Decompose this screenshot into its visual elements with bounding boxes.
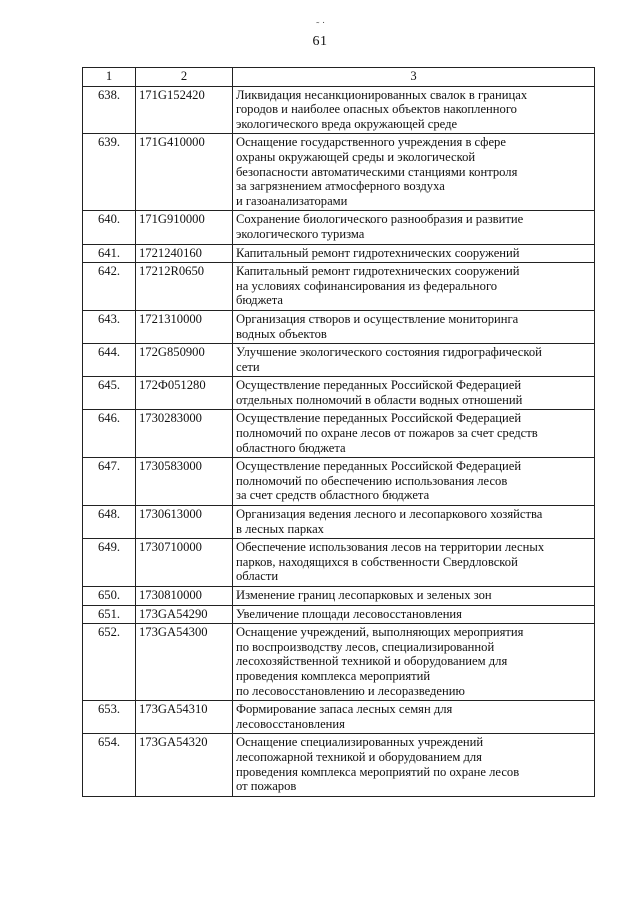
description-line: полномочий по охране лесов от пожаров за счет средств	[236, 426, 538, 441]
row-description	[233, 624, 595, 701]
table-row	[83, 701, 595, 734]
description-line: на условиях софинансирования из федерального	[236, 278, 498, 293]
description-line: экологического туризма	[236, 226, 365, 241]
row-number: 652.	[83, 624, 136, 701]
row-description	[233, 410, 595, 458]
budget-code: 173GA54310	[136, 701, 233, 734]
description-line: области	[236, 569, 279, 584]
budget-code: 1730710000	[136, 539, 233, 587]
description-line: Капитальный ремонт гидротехнических сооружений	[236, 245, 520, 260]
description-line: областного бюджета	[236, 440, 346, 455]
budget-code: 172Ф051280	[136, 377, 233, 410]
description-line: Сохранение биологического разнообразия и развитие	[236, 212, 524, 227]
row-number: 653.	[83, 701, 136, 734]
row-number: 651.	[83, 605, 136, 624]
table-row	[83, 539, 595, 587]
row-number: 644.	[83, 344, 136, 377]
description-line: бюджета	[236, 293, 283, 308]
budget-code-table	[82, 67, 595, 797]
budget-code: 1730283000	[136, 410, 233, 458]
row-description	[233, 377, 595, 410]
table-row	[83, 377, 595, 410]
row-description	[233, 605, 595, 624]
budget-code: 172G850900	[136, 344, 233, 377]
description-line: по лесовосстановлению и лесоразведению	[236, 683, 465, 698]
budget-code: 171G152420	[136, 86, 233, 134]
description-line: лесопожарной техникой и оборудованием для	[236, 749, 482, 764]
table-body	[83, 86, 595, 796]
table-row	[83, 458, 595, 506]
budget-code: 1730583000	[136, 458, 233, 506]
row-description	[233, 86, 595, 134]
table-row	[83, 134, 595, 211]
budget-code: 173GA54300	[136, 624, 233, 701]
table-row	[83, 410, 595, 458]
table-row	[83, 605, 595, 624]
row-description	[233, 211, 595, 244]
description-line: Изменение границ лесопарковых и зеленых зон	[236, 588, 492, 602]
description-line: от пожаров	[236, 779, 297, 794]
table-row	[83, 506, 595, 539]
description-line: Ликвидация несанкционированных свалок в границах	[236, 87, 528, 102]
row-number: 645.	[83, 377, 136, 410]
description-line: Оснащение специализированных учреждений	[236, 735, 484, 750]
table-row	[83, 587, 595, 606]
row-number: 641.	[83, 244, 136, 263]
budget-code: 173GA54290	[136, 605, 233, 624]
table-row	[83, 734, 595, 796]
row-description	[233, 734, 595, 796]
row-number: 650.	[83, 587, 136, 606]
column-header-code: 2	[136, 68, 233, 87]
row-number: 638.	[83, 86, 136, 134]
description-line: сети	[236, 359, 260, 374]
row-number: 646.	[83, 410, 136, 458]
row-description	[233, 263, 595, 311]
description-line: Капитальный ремонт гидротехнических сооружений	[236, 264, 520, 279]
description-line: Оснащение учреждений, выполняющих мероприятия	[236, 625, 524, 640]
budget-code: 1721240160	[136, 244, 233, 263]
description-line: лесовосстановления	[236, 716, 345, 731]
description-line: Осуществление переданных Российской Федерацией	[236, 378, 522, 393]
column-header-description: 3	[233, 68, 595, 87]
row-description	[233, 310, 595, 343]
description-line: отдельных полномочий в области водных отношений	[236, 392, 523, 407]
row-description	[233, 701, 595, 734]
description-line: проведения комплекса мероприятий	[236, 668, 431, 683]
description-line: городов и наиболее опасных объектов накопленного	[236, 102, 517, 117]
budget-code: 173GA54320	[136, 734, 233, 796]
budget-code: 171G410000	[136, 134, 233, 211]
budget-code: 1721310000	[136, 310, 233, 343]
table-row	[83, 211, 595, 244]
budget-code: 1730613000	[136, 506, 233, 539]
table-row	[83, 624, 595, 701]
row-number: 642.	[83, 263, 136, 311]
row-description	[233, 539, 595, 587]
table-row	[83, 344, 595, 377]
description-line: Улучшение экологического состояния гидрографической	[236, 345, 542, 360]
description-line: в лесных парках	[236, 521, 324, 536]
description-line: охраны окружающей среды и экологической	[236, 149, 476, 164]
budget-code: 17212R0650	[136, 263, 233, 311]
description-line: лесохозяйственной техникой и оборудованием для	[236, 654, 508, 669]
description-line: за загрязнением атмосферного воздуха	[236, 179, 445, 194]
description-line: водных объектов	[236, 326, 327, 341]
row-number: 647.	[83, 458, 136, 506]
row-description	[233, 244, 595, 263]
description-line: экологического вреда окружающей среде	[236, 116, 458, 131]
description-line: Организация ведения лесного и лесопаркового хозяйства	[236, 507, 543, 522]
row-number: 639.	[83, 134, 136, 211]
row-number: 649.	[83, 539, 136, 587]
description-line: Формирование запаса лесных семян для	[236, 702, 453, 717]
row-description	[233, 134, 595, 211]
description-line: Обеспечение использования лесов на территории лесных	[236, 540, 545, 555]
row-description	[233, 587, 595, 606]
description-line: безопасности автоматическими станциями контроля	[236, 164, 518, 179]
row-description	[233, 458, 595, 506]
description-line: проведения комплекса мероприятий по охране лесов	[236, 764, 520, 779]
budget-code: 1730810000	[136, 587, 233, 606]
row-number: 654.	[83, 734, 136, 796]
row-number: 648.	[83, 506, 136, 539]
table-row	[83, 244, 595, 263]
page-number: 61	[312, 34, 328, 49]
scan-marks: ˜ ˙	[316, 21, 326, 32]
row-description	[233, 506, 595, 539]
description-line: и газоанализаторами	[236, 193, 348, 208]
description-line: полномочий по обеспечению использования лесов	[236, 473, 508, 488]
description-line: Осуществление переданных Российской Федерацией	[236, 459, 522, 474]
row-description	[233, 344, 595, 377]
budget-code: 171G910000	[136, 211, 233, 244]
row-number: 640.	[83, 211, 136, 244]
description-line: за счет средств областного бюджета	[236, 488, 430, 503]
description-line: Осуществление переданных Российской Федерацией	[236, 411, 522, 426]
table-row	[83, 263, 595, 311]
table-header-row	[83, 68, 595, 87]
row-number: 643.	[83, 310, 136, 343]
description-line: Увеличение площади лесовосстановления	[236, 606, 462, 621]
table-row	[83, 86, 595, 134]
description-line: Оснащение государственного учреждения в сфере	[236, 135, 506, 150]
description-line: Организация створов и осуществление мониторинга	[236, 311, 519, 326]
description-line: парков, находящихся в собственности Свердловской	[236, 554, 518, 569]
table-row	[83, 310, 595, 343]
column-header-number: 1	[83, 68, 136, 87]
description-line: по воспроизводству лесов, специализированной	[236, 639, 495, 654]
